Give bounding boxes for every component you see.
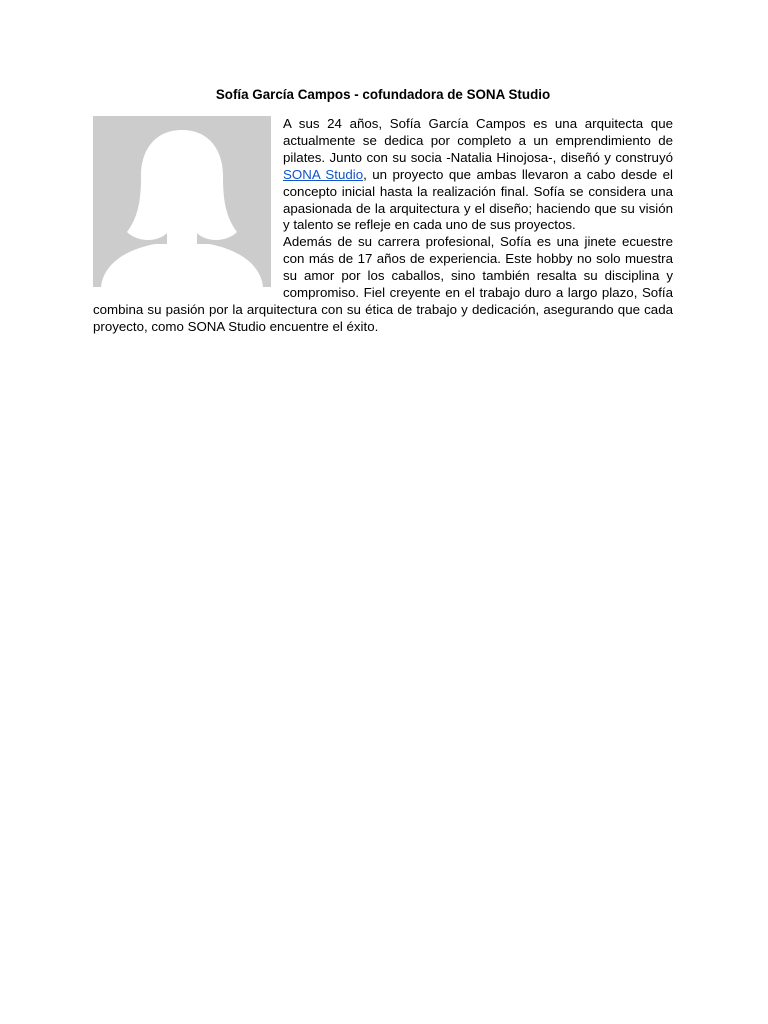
person-silhouette-icon [93,116,271,287]
document-content [93,116,673,336]
document-title: Sofía García Campos - cofundadora de SONA Studio [215,87,551,102]
paragraph-intro-text-start: A sus 24 años, Sofía García Campos es una arquitecta que actualmente se dedica por completo a un emprendimiento de pilates. Junto con su socia -Natalia Hinojosa-, diseñó y construyó [283,116,673,165]
document-body [93,86,673,336]
paragraph-hobby: Además de su carrera profesional, Sofía es una jinete ecuestre con más de 17 años de experiencia. Este hobby no solo muestra su amor por los caballos, sino también resalta su disciplina y compromiso. Fiel creyente en el trabajo duro a largo plazo, Sofía combina su pasión por la arquitectura con su ética de trabajo y dedicación, asegurando que cada proyecto, como SONA Studio encuentre el éxito. [93,234,673,334]
profile-photo-placeholder [93,116,271,287]
sona-studio-link[interactable]: SONA Studio [283,166,364,182]
paragraph-intro-text-end: , un proyecto que ambas llevaron a cabo desde el concepto inicial hasta la realización final. Sofía se considera una apasionada de la arquitectura y el diseño; haciendo que su visión y talento se refleje en cada uno de sus proyectos. [283,166,673,233]
